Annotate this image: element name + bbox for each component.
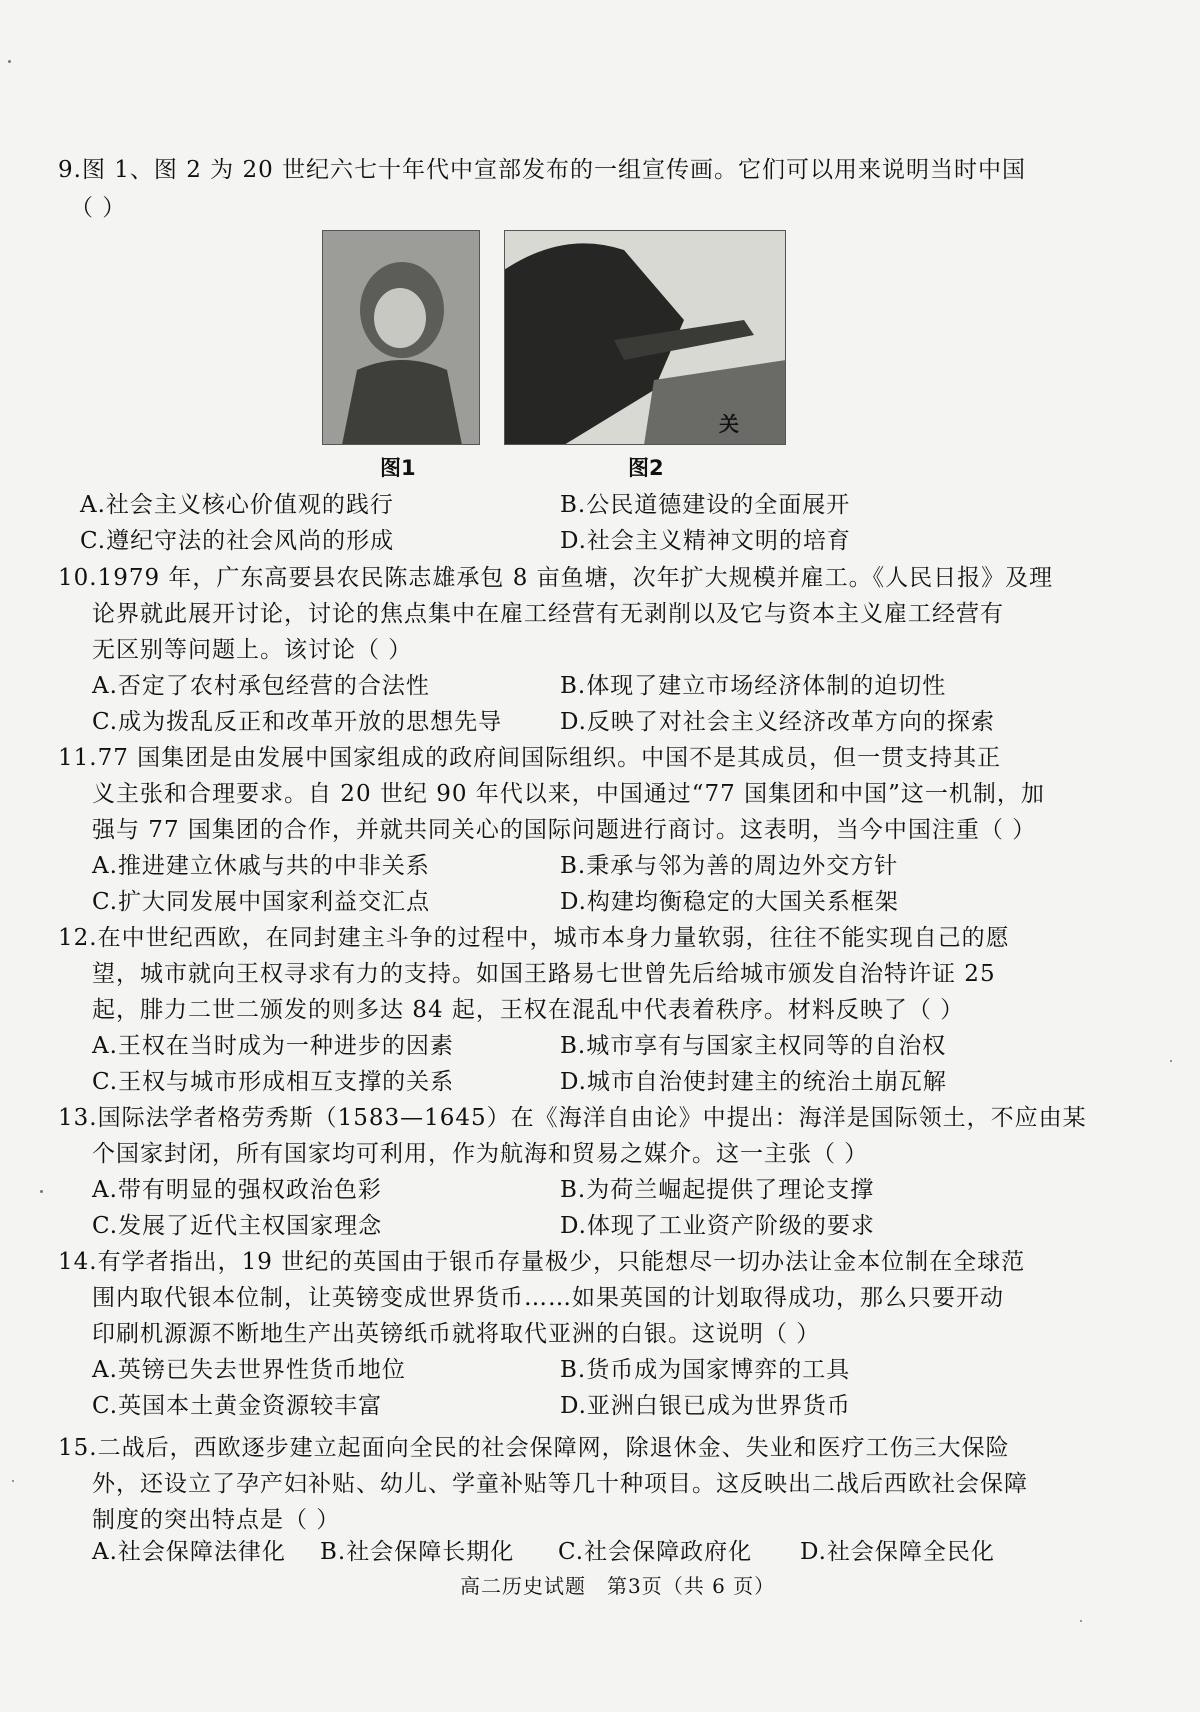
question-11-option-d: D.构建均衡稳定的大国关系框架 [560, 889, 899, 915]
question-9-option-b: B.公民道德建设的全面展开 [560, 492, 851, 518]
question-10-stem-line-1: 10.1979 年，广东高要县农民陈志雄承包 8 亩鱼塘，次年扩大规模并雇工。《人民日报》及理 [58, 565, 1054, 591]
question-10-option-a: A.否定了农村承包经营的合法性 [92, 673, 430, 699]
question-14-option-b: B.货币成为国家博弈的工具 [560, 1357, 851, 1383]
question-12-option-d: D.城市自治使封建主的统治土崩瓦解 [560, 1069, 947, 1095]
scan-speck [40, 1190, 43, 1193]
question-12-option-a: A.王权在当时成为一种进步的因素 [92, 1033, 454, 1059]
question-14-option-a: A.英镑已失去世界性货币地位 [92, 1357, 406, 1383]
question-13-option-c: C.发展了近代主权国家理念 [92, 1213, 383, 1239]
question-10-stem-line-2: 论界就此展开讨论，讨论的焦点集中在雇工经营有无剥削以及它与资本主义雇工经营有 [92, 601, 1004, 627]
figure-1-caption: 图1 [380, 456, 416, 480]
question-13-option-d: D.体现了工业资产阶级的要求 [560, 1213, 875, 1239]
question-12-stem-line-2: 望，城市就向王权寻求有力的支持。如国王路易七世曾先后给城市颁发自治特许证 25 [92, 961, 996, 987]
figure-2-caption: 图2 [628, 456, 664, 480]
question-13-option-b: B.为荷兰崛起提供了理论支撑 [560, 1177, 875, 1203]
question-13-stem-line-1: 13.国际法学者格劳秀斯（1583—1645）在《海洋自由论》中提出：海洋是国际领土，不应由某 [58, 1105, 1087, 1131]
question-15-stem-line-2: 外，还设立了孕产妇补贴、幼儿、学童补贴等几十种项目。这反映出二战后西欧社会保障 [92, 1471, 1028, 1497]
question-12-option-b: B.城市享有与国家主权同等的自治权 [560, 1033, 947, 1059]
question-14-stem-line-1: 14.有学者指出，19 世纪的英国由于银币存量极少，只能想尽一切办法让金本位制在全球范 [58, 1249, 1026, 1275]
question-13-stem-line-2: 个国家封闭，所有国家均可利用，作为航海和贸易之媒介。这一主张（ ） [92, 1141, 869, 1167]
question-9-option-d: D.社会主义精神文明的培育 [560, 528, 851, 554]
question-13-option-a: A.带有明显的强权政治色彩 [92, 1177, 382, 1203]
question-12-option-c: C.王权与城市形成相互支撑的关系 [92, 1069, 455, 1095]
question-9-option-a: A.社会主义核心价值观的践行 [80, 492, 394, 518]
scan-speck [1170, 1060, 1172, 1062]
question-14-stem-line-2: 围内取代银本位制，让英镑变成世界货币……如果英国的计划取得成功，那么只要开动 [92, 1285, 1004, 1311]
question-11-stem-line-3: 强与 77 国集团的合作，并就共同关心的国际问题进行商讨。这表明，当今中国注重（ ） [92, 817, 1037, 843]
question-11-option-c: C.扩大同发展中国家利益交汇点 [92, 889, 431, 915]
question-15-option-b: B.社会保障长期化 [320, 1539, 515, 1565]
question-11-option-a: A.推进建立休戚与共的中非关系 [92, 853, 430, 879]
scan-speck [12, 1480, 14, 1482]
question-9-stem-line-2: （ ） [70, 195, 127, 221]
question-12-stem-line-3: 起，腓力二世二颁发的则多达 84 起，王权在混乱中代表着秩序。材料反映了（ ） [92, 997, 965, 1023]
question-11-option-b: B.秉承与邻为善的周边外交方针 [560, 853, 899, 879]
question-15-option-a: A.社会保障法律化 [92, 1539, 286, 1565]
figure-2-inscription: 关 [719, 412, 739, 436]
question-10-option-d: D.反映了对社会主义经济改革方向的探索 [560, 709, 995, 735]
figure-2-image [504, 230, 786, 445]
question-15-stem-line-3: 制度的突出特点是（ ） [92, 1507, 341, 1533]
question-15-option-d: D.社会保障全民化 [800, 1539, 995, 1565]
question-9-option-c: C.遵纪守法的社会风尚的形成 [80, 528, 395, 554]
scan-speck [1080, 1620, 1082, 1622]
question-10-option-b: B.体现了建立市场经济体制的迫切性 [560, 673, 947, 699]
scan-speck [8, 60, 11, 63]
question-14-option-c: C.英国本土黄金资源较丰富 [92, 1393, 383, 1419]
question-10-stem-line-3: 无区别等问题上。该讨论（ ） [92, 637, 413, 663]
question-15-stem-line-1: 15.二战后，西欧逐步建立起面向全民的社会保障网，除退休金、失业和医疗工伤三大保险 [58, 1435, 1010, 1461]
question-14-stem-line-3: 印刷机源源不断地生产出英镑纸币就将取代亚洲的白银。这说明（ ） [92, 1321, 821, 1347]
page-footer: 高二历史试题 第3页（共 6 页） [460, 1574, 776, 1598]
figure-1-image [322, 230, 480, 445]
question-14-option-d: D.亚洲白银已成为世界货币 [560, 1393, 851, 1419]
question-11-stem-line-2: 义主张和合理要求。自 20 世纪 90 年代以来，中国通过“77 国集团和中国”这一机制，加 [92, 781, 1045, 807]
question-9-stem-line-1: 9.图 1、图 2 为 20 世纪六七十年代中宣部发布的一组宣传画。它们可以用来说明当时中国 [58, 157, 1027, 183]
question-12-stem-line-1: 12.在中世纪西欧，在同封建主斗争的过程中，城市本身力量软弱，往往不能实现自己的愿 [58, 925, 1010, 951]
question-9-figures [320, 230, 800, 480]
question-15-option-c: C.社会保障政府化 [558, 1539, 753, 1565]
question-10-option-c: C.成为拨乱反正和改革开放的思想先导 [92, 709, 503, 735]
question-11-stem-line-1: 11.77 国集团是由发展中国家组成的政府间国际组织。中国不是其成员，但一贯支持其正 [58, 745, 1002, 771]
